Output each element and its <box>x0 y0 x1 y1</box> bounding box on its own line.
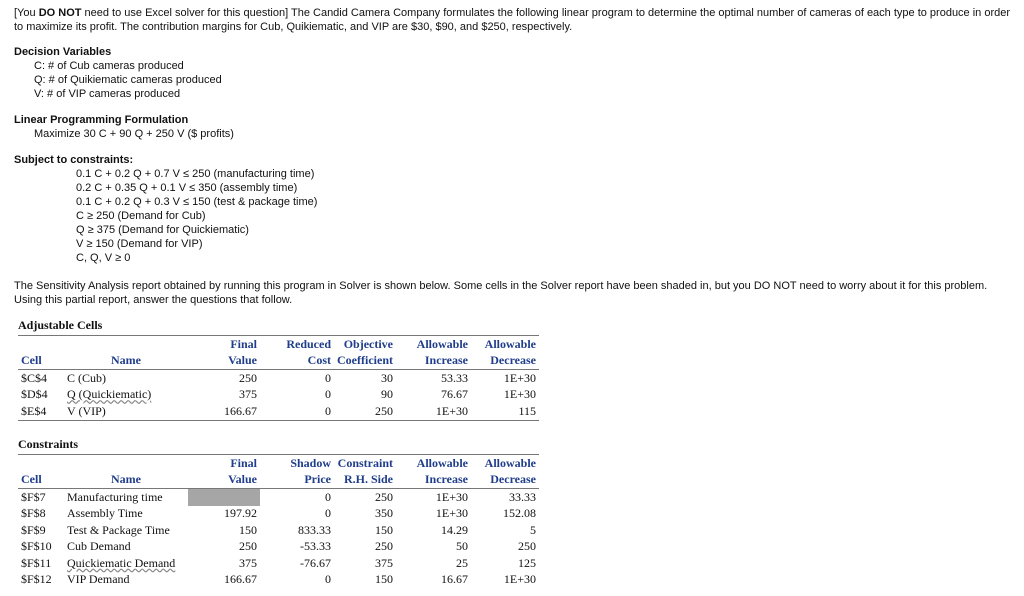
allowable-decrease: 125 <box>518 555 536 570</box>
shadow-price: -76.67 <box>300 555 331 570</box>
allowable-decrease: 1E+30 <box>503 572 536 587</box>
column-header: R.H. Side <box>334 472 396 489</box>
table-row <box>18 489 539 506</box>
allowable-decrease: 1E+30 <box>503 387 536 402</box>
reduced-cost: 0 <box>260 403 334 420</box>
shadow-price: 0 <box>325 506 331 521</box>
allowable-decrease: 250 <box>518 539 536 554</box>
column-header: Name <box>64 353 188 370</box>
shadow-price: 833.33 <box>298 522 331 537</box>
shadow-price: 0 <box>325 572 331 587</box>
adjustable-cells-title: Adjustable Cells <box>18 318 103 332</box>
constraint-line: 0.1 C + 0.2 Q + 0.3 V ≤ 150 (test & package time) <box>76 196 318 208</box>
header-row <box>18 455 539 472</box>
cell-ref: $F$12 <box>21 572 52 587</box>
cell-ref: $F$9 <box>21 522 46 537</box>
final-value: 375 <box>239 387 257 402</box>
constraint-name: Cub Demand <box>67 539 131 554</box>
column-header: Decrease <box>471 472 539 489</box>
cell-ref: $C$4 <box>21 370 48 385</box>
decision-item: Q: # of Quikiematic cameras produced <box>34 74 222 86</box>
allowable-increase: 76.67 <box>441 387 468 402</box>
column-header: Shadow <box>260 455 334 472</box>
column-header: Cost <box>260 353 334 370</box>
constraint-line: 0.1 C + 0.2 Q + 0.7 V ≤ 250 (manufacturing time) <box>76 168 315 180</box>
column-header: Allowable <box>396 455 471 472</box>
column-header: Reduced <box>260 336 334 353</box>
constraint-rhs: 150 <box>375 572 393 587</box>
column-header: Value <box>188 472 260 489</box>
shadow-price: 0 <box>325 489 331 504</box>
constraints-table <box>18 454 539 588</box>
column-header: Cell <box>18 353 64 370</box>
column-header: Final <box>188 455 260 472</box>
lp-heading: Linear Programming Formulation <box>14 114 189 126</box>
header-row <box>18 472 539 489</box>
allowable-decrease: 5 <box>530 522 536 537</box>
final-value-shaded <box>188 489 260 506</box>
final-value: 150 <box>239 522 257 537</box>
table-row <box>18 506 539 523</box>
decision-item: C: # of Cub cameras produced <box>34 60 184 72</box>
column-header: Coefficient <box>334 353 396 370</box>
constraint-name: Quickiematic Demand <box>67 555 176 570</box>
column-header: Increase <box>396 472 471 489</box>
cell-name: Q (Quickiematic) <box>67 387 152 402</box>
constraint-name: Test & Package Time <box>67 522 170 537</box>
decision-item: V: # of VIP cameras produced <box>34 88 181 100</box>
final-value: 166.67 <box>224 572 257 587</box>
column-header <box>18 455 64 472</box>
constraint-line: Q ≥ 375 (Demand for Quickiematic) <box>76 224 249 236</box>
final-value: 166.67 <box>188 403 260 420</box>
constraints-table-title: Constraints <box>18 437 79 451</box>
allowable-decrease: 1E+30 <box>503 370 536 385</box>
column-header: Increase <box>396 353 471 370</box>
cell-ref: $F$8 <box>21 506 46 521</box>
constraint-line: 0.2 C + 0.35 Q + 0.1 V ≤ 350 (assembly time) <box>76 182 298 194</box>
allowable-increase: 1E+30 <box>435 489 468 504</box>
constraint-rhs: 350 <box>375 506 393 521</box>
table-row <box>18 539 539 556</box>
column-header: Constraint <box>334 455 396 472</box>
allowable-decrease: 33.33 <box>509 489 536 504</box>
allowable-decrease: 115 <box>471 403 539 420</box>
header-row <box>18 336 539 353</box>
lp-objective: Maximize 30 C + 90 Q + 250 V ($ profits) <box>34 128 234 140</box>
allowable-increase: 53.33 <box>441 370 468 385</box>
table-row <box>18 572 539 589</box>
column-header: Cell <box>18 472 64 489</box>
column-header <box>18 336 64 353</box>
table-row <box>18 370 539 387</box>
column-header <box>64 336 188 353</box>
final-value: 375 <box>239 555 257 570</box>
allowable-increase: 1E+30 <box>435 506 468 521</box>
cell-name: V (VIP) <box>64 403 188 420</box>
intro-text: need to use Excel solver for this question] The Candid Camera Company formulates the following linear program to determine the optimal number of cameras of each type to produce in order to maximize its profit. The contribution margins for Cub, Quikiematic, and VIP are $30, $90, and $250, respectively. <box>14 7 1011 33</box>
intro-do-not: DO NOT <box>38 7 82 19</box>
table-row <box>18 403 539 420</box>
objective-coefficient: 30 <box>381 370 393 385</box>
column-header: Price <box>260 472 334 489</box>
allowable-increase: 16.67 <box>441 572 468 587</box>
constraint-name: VIP Demand <box>67 572 130 587</box>
constraint-rhs: 250 <box>375 539 393 554</box>
allowable-increase: 1E+30 <box>396 403 471 420</box>
constraint-name: Assembly Time <box>67 506 143 521</box>
constraint-name: Manufacturing time <box>67 489 163 504</box>
header-row <box>18 353 539 370</box>
cell-ref: $E$4 <box>18 403 64 420</box>
table-row <box>18 387 539 404</box>
column-header: Final <box>188 336 260 353</box>
objective-coefficient: 90 <box>381 387 393 402</box>
column-header: Allowable <box>396 336 471 353</box>
column-header: Objective <box>334 336 396 353</box>
shadow-price: -53.33 <box>300 539 331 554</box>
intro-bracket: [You <box>14 7 39 19</box>
constraint-rhs: 250 <box>375 489 393 504</box>
cell-ref: $F$7 <box>21 489 46 504</box>
table-row <box>18 555 539 572</box>
cell-ref: $F$11 <box>21 555 52 570</box>
allowable-increase: 14.29 <box>441 522 468 537</box>
allowable-decrease: 152.08 <box>503 506 536 521</box>
column-header <box>64 455 188 472</box>
final-value: 250 <box>239 370 257 385</box>
cell-ref: $D$4 <box>21 387 48 402</box>
constraint-line: C, Q, V ≥ 0 <box>76 252 131 264</box>
column-header: Allowable <box>471 455 539 472</box>
objective-coefficient: 250 <box>334 403 396 420</box>
decision-heading: Decision Variables <box>14 46 112 58</box>
sensitivity-paragraph: The Sensitivity Analysis report obtained by running this program in Solver is shown below. Some cells in the Solver report have been shaded in, but you DO NOT need to worry about it for this problem. Using this partial report, answer the questions that follow. <box>14 280 988 306</box>
constraints-heading: Subject to constraints: <box>14 154 134 166</box>
column-header: Decrease <box>471 353 539 370</box>
intro-paragraph <box>14 6 1014 34</box>
cell-name: C (Cub) <box>67 370 106 385</box>
constraint-line: C ≥ 250 (Demand for Cub) <box>76 210 206 222</box>
cell-ref: $F$10 <box>21 539 52 554</box>
adjustable-cells-table <box>18 335 539 421</box>
constraint-rhs: 375 <box>375 555 393 570</box>
final-value: 250 <box>239 539 257 554</box>
table-row <box>18 522 539 539</box>
reduced-cost: 0 <box>325 370 331 385</box>
column-header: Allowable <box>471 336 539 353</box>
constraint-line: V ≥ 150 (Demand for VIP) <box>76 238 203 250</box>
allowable-increase: 25 <box>456 555 468 570</box>
column-header: Value <box>188 353 260 370</box>
column-header: Name <box>64 472 188 489</box>
constraint-rhs: 150 <box>375 522 393 537</box>
reduced-cost: 0 <box>325 387 331 402</box>
final-value: 197.92 <box>224 506 257 521</box>
allowable-increase: 50 <box>456 539 468 554</box>
